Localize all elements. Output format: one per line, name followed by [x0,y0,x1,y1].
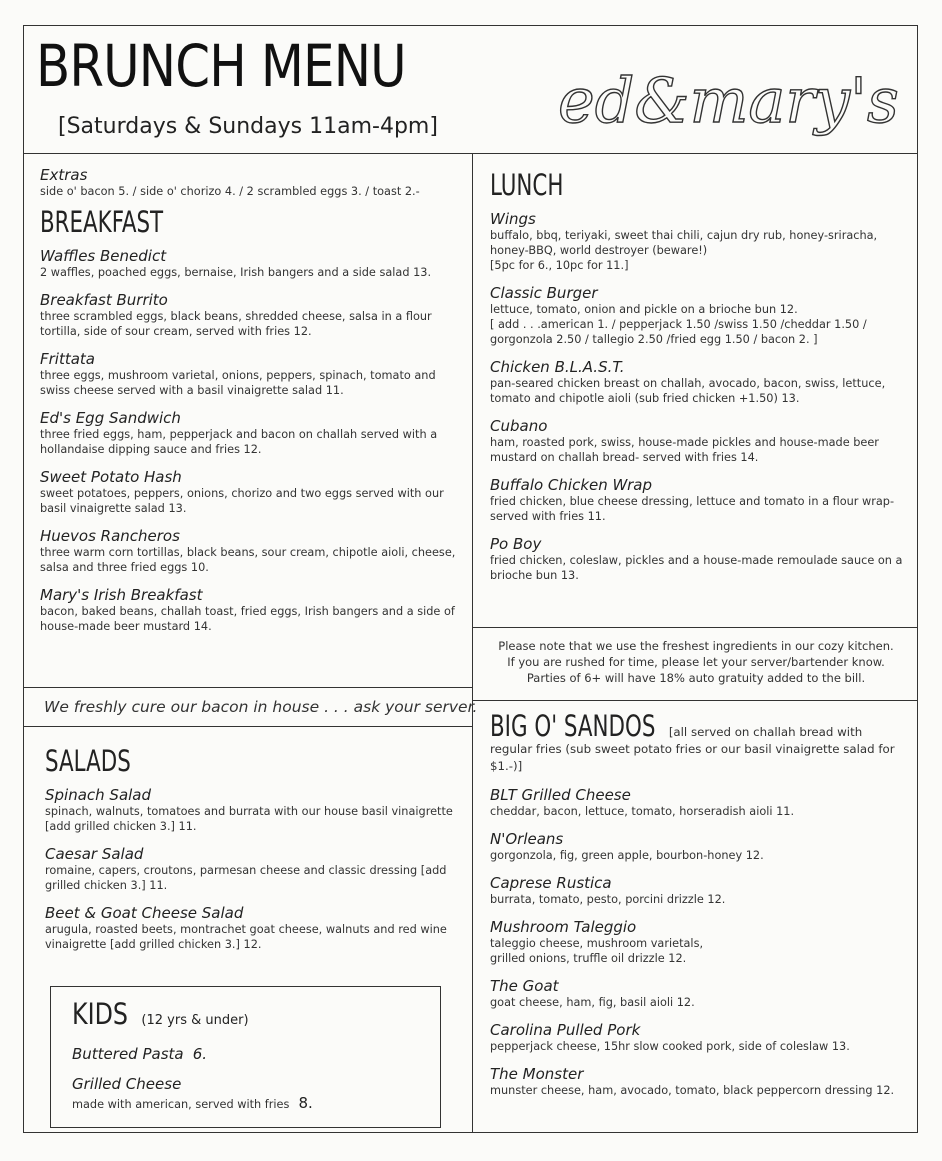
item-name: Wings [490,210,536,228]
item-name: N'Orleans [490,830,564,848]
item-desc: cheddar, bacon, lettuce, tomato, horseradish aioli 11. [490,805,795,818]
item-desc: arugula, roasted beets, montrachet goat cheese, walnuts and red wine vinaigrette [add grilled chicken 3.] 12. [45,923,447,951]
bacon-note-text: We freshly cure our bacon in house . . . ask your server. [44,698,478,716]
menu-item [40,247,460,280]
menu-item [45,845,465,893]
menu-item [40,350,460,398]
item-desc: pan-seared chicken breast on challah, avocado, bacon, swiss, lettuce, tomato and chipotle aioli (sub fried chicken +1.50) 13. [490,377,886,405]
notice-line: If you are rushed for time, please let your server/bartender know. [507,655,885,669]
lunch-section [490,168,905,594]
logo-text: ed&mary's [558,64,899,137]
kids-subtitle: (12 yrs & under) [141,1013,249,1028]
bacon-note [44,698,477,716]
item-desc: spinach, walnuts, tomatoes and burrata with our house basil vinaigrette [add grilled chicken 3.] 11. [45,805,453,833]
item-name: Carolina Pulled Pork [490,1021,641,1039]
item-desc: 2 waffles, poached eggs, bernaise, Irish bangers and a side salad 13. [40,266,432,279]
notice-line: Parties of 6+ will have 18% auto gratuity added to the bill. [526,671,866,685]
item-desc: three fried eggs, ham, pepperjack and bacon on challah served with a hollandaise dipping sauce and fries 12. [40,428,438,456]
item-desc: pepperjack cheese, 15hr slow cooked pork, side of coleslaw 13. [490,1040,850,1053]
item-desc: buffalo, bbq, teriyaki, sweet thai chili, cajun dry rub, honey-sriracha, honey-BBQ, world destroyer (beware!) [490,229,878,257]
item-name: Mushroom Taleggio [490,918,637,936]
divider-line [24,726,472,727]
item-desc: three warm corn tortillas, black beans, sour cream, chipotle aioli, cheese, salsa and three fried eggs 10. [40,546,456,574]
item-name: Cubano [490,417,548,435]
menu-item [40,527,460,575]
divider-line [24,687,472,688]
menu-item [490,358,905,406]
item-name: Buttered Pasta [72,1045,184,1063]
item-desc-extra: [5pc for 6., 10pc for 11.] [490,259,629,272]
item-name: BLT Grilled Cheese [490,786,631,804]
item-desc: lettuce, tomato, onion and pickle on a brioche bun 12. [490,303,798,316]
kids-box [50,986,441,1128]
menu-item [40,409,460,457]
breakfast-section [40,166,460,645]
menu-item [40,291,460,339]
item-name: Waffles Benedict [40,247,167,265]
sandos-heading: BIG O' SANDOS [490,709,656,743]
item-desc: goat cheese, ham, fig, basil aioli 12. [490,996,695,1009]
item-price: 6. [192,1045,208,1063]
menu-item [490,786,905,819]
salads-heading: SALADS [45,744,131,778]
menu-item [490,535,905,583]
item-desc: made with american, served with fries [72,1098,290,1111]
menu-item [490,476,905,524]
menu-hours: [Saturdays & Sundays 11am-4pm] [58,114,438,139]
item-name: Grilled Cheese [72,1075,182,1093]
menu-header [24,26,917,154]
lunch-heading: LUNCH [490,168,564,202]
extras-item [40,166,460,199]
item-desc: gorgonzola, fig, green apple, bourbon-honey 12. [490,849,764,862]
item-name: Po Boy [490,535,542,553]
divider-line [472,700,918,701]
kids-header [72,997,249,1031]
item-desc-extra: grilled onions, truffle oil drizzle 12. [490,952,687,965]
menu-frame [23,25,918,1133]
item-desc: three scrambled eggs, black beans, shredded cheese, salsa in a flour tortilla, side of sour cream, served with fries 12. [40,310,432,338]
menu-item [40,586,460,634]
menu-item [45,786,465,834]
kids-heading: KIDS [72,997,129,1031]
menu-item [72,1075,313,1112]
extras-name: Extras [40,166,88,184]
item-name: Breakfast Burrito [40,291,168,309]
item-name: Beet & Goat Cheese Salad [45,904,244,922]
menu-title: BRUNCH MENU [36,32,406,100]
sandos-subtitle: [all served on challah bread with regular fries (sub sweet potato fries or our basil vinaigrette salad for $1.-)] [490,725,895,773]
salads-section [45,744,465,963]
breakfast-heading: BREAKFAST [40,205,164,239]
item-name: Classic Burger [490,284,598,302]
item-name: Spinach Salad [45,786,152,804]
menu-item [490,977,905,1010]
sandos-section [490,709,905,1109]
notice-line: Please note that we use the freshest ingredients in our cozy kitchen. [498,639,894,653]
item-desc: bacon, baked beans, challah toast, fried eggs, Irish bangers and a side of house-made beer mustard 14. [40,605,455,633]
item-name: Caesar Salad [45,845,144,863]
item-name: Sweet Potato Hash [40,468,182,486]
item-desc: taleggio cheese, mushroom varietals, [490,937,704,950]
menu-item [490,830,905,863]
item-desc: burrata, tomato, pesto, porcini drizzle 12. [490,893,726,906]
item-name: The Monster [490,1065,584,1083]
extras-desc: side o' bacon 5. / side o' chorizo 4. / 2 scrambled eggs 3. / toast 2.- [40,185,420,198]
column-divider [472,153,473,1132]
item-price: 8. [298,1094,313,1112]
menu-item [72,1044,207,1063]
item-desc: munster cheese, ham, avocado, tomato, black peppercorn dressing 12. [490,1084,895,1097]
item-name: Buffalo Chicken Wrap [490,476,652,494]
item-desc-extra: [ add . . .american 1. / pepperjack 1.50 /swiss 1.50 /cheddar 1.50 / gorgonzola 2.50 / tallegio 2.50 /fried egg 1.50 / bacon 2. ] [490,318,867,346]
item-name: Chicken B.L.A.S.T. [490,358,625,376]
menu-item [490,874,905,907]
menu-item [490,284,905,347]
menu-item [490,417,905,465]
menu-item [45,904,465,952]
item-desc: fried chicken, coleslaw, pickles and a house-made remoulade sauce on a brioche bun 13. [490,554,903,582]
item-name: The Goat [490,977,559,995]
item-name: Caprese Rustica [490,874,612,892]
item-name: Frittata [40,350,95,368]
item-desc: sweet potatoes, peppers, onions, chorizo and two eggs served with our basil vinaigrette salad 13. [40,487,444,515]
sandos-header [490,709,905,774]
notice-box [480,638,912,686]
item-name: Huevos Rancheros [40,527,180,545]
item-desc: three eggs, mushroom varietal, onions, peppers, spinach, tomato and swiss cheese served with a basil vinaigrette salad 11. [40,369,436,397]
menu-item [490,1021,905,1054]
menu-item [490,210,905,273]
item-name: Ed's Egg Sandwich [40,409,181,427]
item-desc: romaine, capers, croutons, parmesan cheese and classic dressing [add grilled chicken 3.] 11. [45,864,447,892]
menu-item [490,1065,905,1098]
menu-item [40,468,460,516]
ed-and-marys-logo [554,44,899,140]
item-name: Mary's Irish Breakfast [40,586,203,604]
menu-item [490,918,905,966]
item-desc: ham, roasted pork, swiss, house-made pickles and house-made beer mustard on challah bread- served with fries 14. [490,436,879,464]
divider-line [472,627,918,628]
item-desc: fried chicken, blue cheese dressing, lettuce and tomato in a flour wrap- served with fries 11. [490,495,895,523]
